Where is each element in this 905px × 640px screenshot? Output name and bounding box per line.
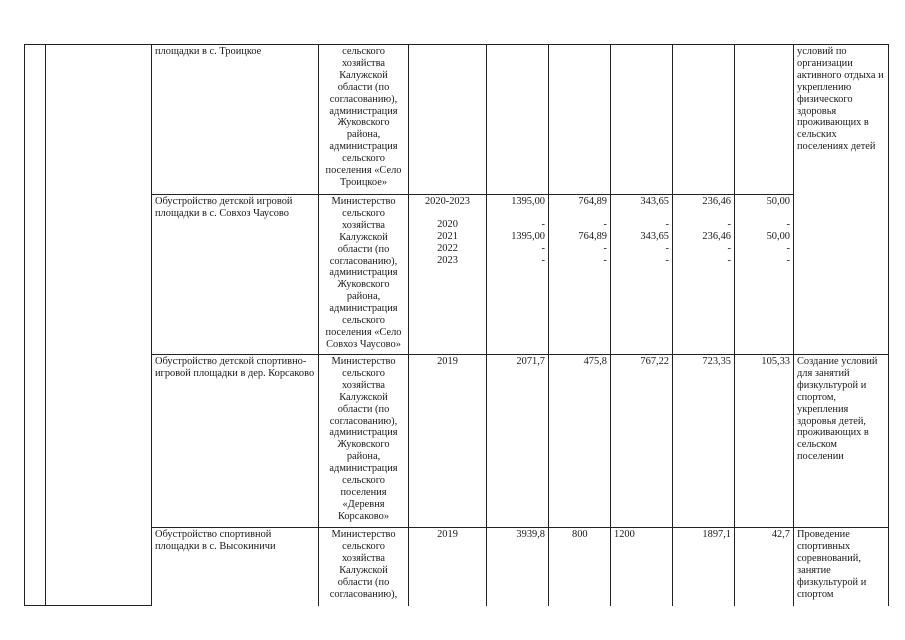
table-row bbox=[25, 355, 889, 528]
fund2-cell: 1200 bbox=[611, 528, 673, 606]
fund2-cell: 343,65 - 343,65 - - bbox=[611, 195, 673, 355]
number-cell bbox=[25, 45, 46, 606]
table-row bbox=[25, 195, 889, 355]
table-row bbox=[25, 528, 889, 606]
measure-name-cell: Обустройство детской игровой площадки в с. Совхоз Чаусово bbox=[152, 195, 319, 355]
total-cell bbox=[487, 45, 549, 195]
fund4-cell bbox=[735, 45, 794, 195]
fund1-cell: 764,89 - 764,89 - - bbox=[549, 195, 611, 355]
executor-cell: Министерство сельского хозяйства Калужской области (по согласованию), bbox=[319, 528, 409, 606]
fund1-cell: 475,8 bbox=[549, 355, 611, 528]
result-cell: Проведение спортивных соревнований, занятие физкультурой и спортом bbox=[794, 528, 889, 606]
result-cell: условий по организации активного отдыха и укреплению физического здоровья проживающих в сельских поселениях детей bbox=[794, 45, 889, 355]
years-cell: 2019 bbox=[409, 528, 487, 606]
task-cell bbox=[46, 45, 152, 606]
fund3-cell: 1897,1 bbox=[673, 528, 735, 606]
total-cell: 1395,00 - 1395,00 - - bbox=[487, 195, 549, 355]
fund3-cell bbox=[673, 45, 735, 195]
years-cell bbox=[409, 45, 487, 195]
years-cell: 2020-2023 2020 2021 2022 2023 bbox=[409, 195, 487, 355]
fund4-cell: 50,00 - 50,00 - - bbox=[735, 195, 794, 355]
fund1-cell bbox=[549, 45, 611, 195]
fund3-cell: 236,46 - 236,46 - - bbox=[673, 195, 735, 355]
result-cell: Создание условий для занятий физкультурой и спортом, укрепления здоровья детей, проживающих в сельском поселении bbox=[794, 355, 889, 528]
executor-cell: Министерство сельского хозяйства Калужской области (по согласованию), администрация Жуковского района, администрация сельского поселения «Деревня Корсаково» bbox=[319, 355, 409, 528]
fund4-cell: 105,33 bbox=[735, 355, 794, 528]
table-row bbox=[25, 45, 889, 195]
fund4-cell: 42,7 bbox=[735, 528, 794, 606]
executor-cell: сельского хозяйства Калужской области (по согласованию), администрация Жуковского района, администрация сельского поселения «Село Троицкое» bbox=[319, 45, 409, 195]
years-cell: 2019 bbox=[409, 355, 487, 528]
total-cell: 2071,7 bbox=[487, 355, 549, 528]
measure-name-cell: Обустройство спортивной площадки в с. Высокиничи bbox=[152, 528, 319, 606]
fund2-cell bbox=[611, 45, 673, 195]
measure-name-cell: площадки в с. Троицкое bbox=[152, 45, 319, 195]
total-cell: 3939,8 bbox=[487, 528, 549, 606]
executor-cell: Министерство сельского хозяйства Калужской области (по согласованию), администрация Жуковского района, администрация сельского поселения «Село Совхоз Чаусово» bbox=[319, 195, 409, 355]
measure-name-cell: Обустройство детской спортивно-игровой площадки в дер. Корсаково bbox=[152, 355, 319, 528]
fund3-cell: 723,35 bbox=[673, 355, 735, 528]
program-table bbox=[24, 44, 889, 606]
fund1-cell: 800 bbox=[549, 528, 611, 606]
fund2-cell: 767,22 bbox=[611, 355, 673, 528]
